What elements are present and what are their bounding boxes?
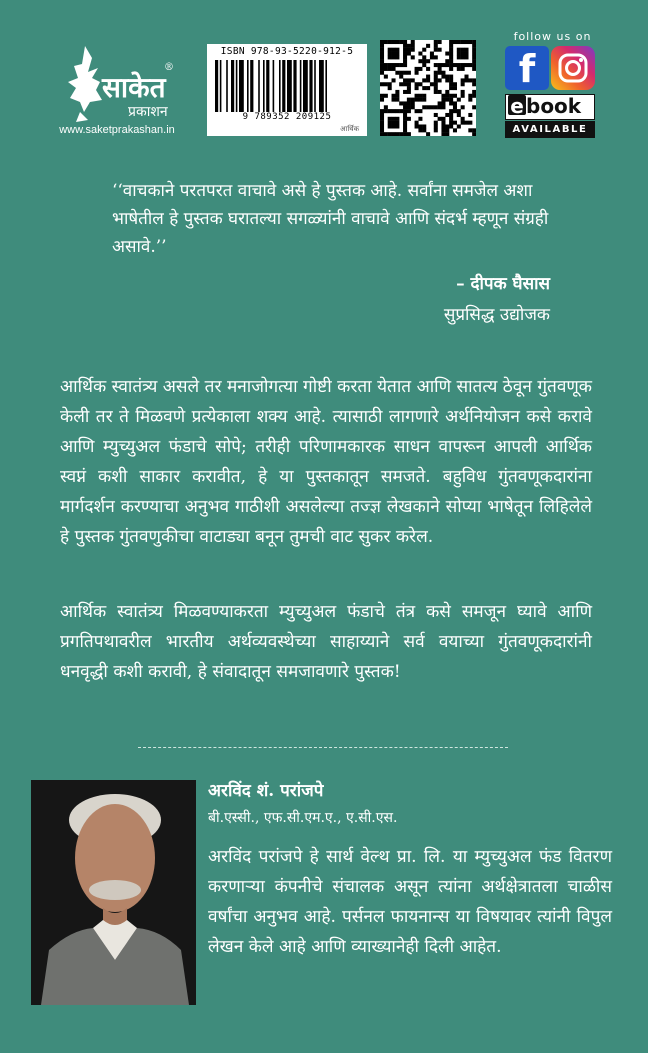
quote-author-role: सुप्रसिद्ध उद्योजक [443,305,550,325]
endorsement-quote: ‘‘वाचकाने परतपरत वाचावे असे हे पुस्तक आहे. सर्वांना समजेल अशा भाषेतील हे पुस्तक घरातल्या सगळ्यांनी वाचावे आणि संदर्भ म्हणून संग्रही असावे.’’ [112,181,549,257]
author-portrait-icon [31,780,196,1005]
section-divider [138,747,508,748]
ebook-letter: e [508,95,526,115]
description-paragraph-1: आर्थिक स्वातंत्र्य असले तर मनाजोगत्या गोष्टी करता येतात आणि सातत्य ठेवून गुंतवणूक केली तर ते मिळवणे प्रत्येकाला शक्य आहे. त्यासाठी लागणारे अर्थनियोजन कसे करावे आणि म्युच्युअल फंडाचे सोपे; तरीही परिणामकारक साधन वापरून आपली आर्थिक स्वप्नं कशी साकार करावीत, हे या पुस्तकातून समजते. बहुविध गुंतवणूकदारांना मार्गदर्शन करण्याचा अनुभव गाठीशी असलेल्या तज्ज्ञ लेखकाने सोप्या भाषेतून लिहिलेले हे पुस्तक गुंतवणुकीचा वाटाड्या बनून तुमची वाट सुकर करेल. [60,377,592,547]
social-icons [505,46,595,90]
ebook-badge[interactable] [505,94,595,120]
isbn-barcode [207,44,367,136]
quote-author: – दीपक घैसास [456,274,550,294]
description-paragraph-2: आर्थिक स्वातंत्र्य मिळवण्याकरता म्युच्युअल फंडाचे तंत्र कसे समजून घ्यावे आणि प्रगतिपथावरील भारतीय अर्थव्यवस्थेच्या साहाय्याने सर्व वयाच्या गुंतवणूकदारांनी धनवृद्धी कशी करावी, हे संवादातून समजावणारे पुस्तक! [60,602,592,682]
logo-subtext: प्रकाशन [128,104,168,120]
author-degrees: बी.एस्सी., एफ.सी.एम.ए., ए.सी.एस. [208,810,398,826]
facebook-icon[interactable] [505,46,549,90]
instagram-icon[interactable] [551,46,595,90]
author-name: अरविंद शं. परांजपे [208,781,324,801]
publisher-website[interactable]: www.saketprakashan.in [59,124,175,136]
ebook-label: book [526,94,582,118]
logo-text: साकेत [102,71,166,104]
facebook-letter: f [518,47,536,91]
barcode-category: आर्थिक [340,125,359,133]
isbn-label: ISBN 978-93-5220-912-5 [220,46,354,57]
qr-code[interactable] [380,40,476,136]
author-bio: अरविंद परांजपे हे सार्थ वेल्थ प्रा. लि. या म्युच्युअल फंड वितरण करणाऱ्या कंपनीचे संचालक असून त्यांना अर्थक्षेत्रातला चाळीस वर्षांचा अनुभव आहे. पर्सनल फायनान्स या विषयावर त्यांनी विपुल लेखन केले आहे आणि व्याख्यानेही दिली आहेत. [208,847,612,957]
barcode-bars-icon [215,60,359,112]
registered-mark: ® [164,62,174,73]
author-photo [31,780,196,1005]
instagram-glyph-icon [551,46,595,90]
barcode-digits: 9 789352 209125 [242,112,332,122]
qr-code-icon [380,40,476,136]
follow-us-label: follow us on [513,30,592,43]
available-label: AVAILABLE [505,121,595,138]
